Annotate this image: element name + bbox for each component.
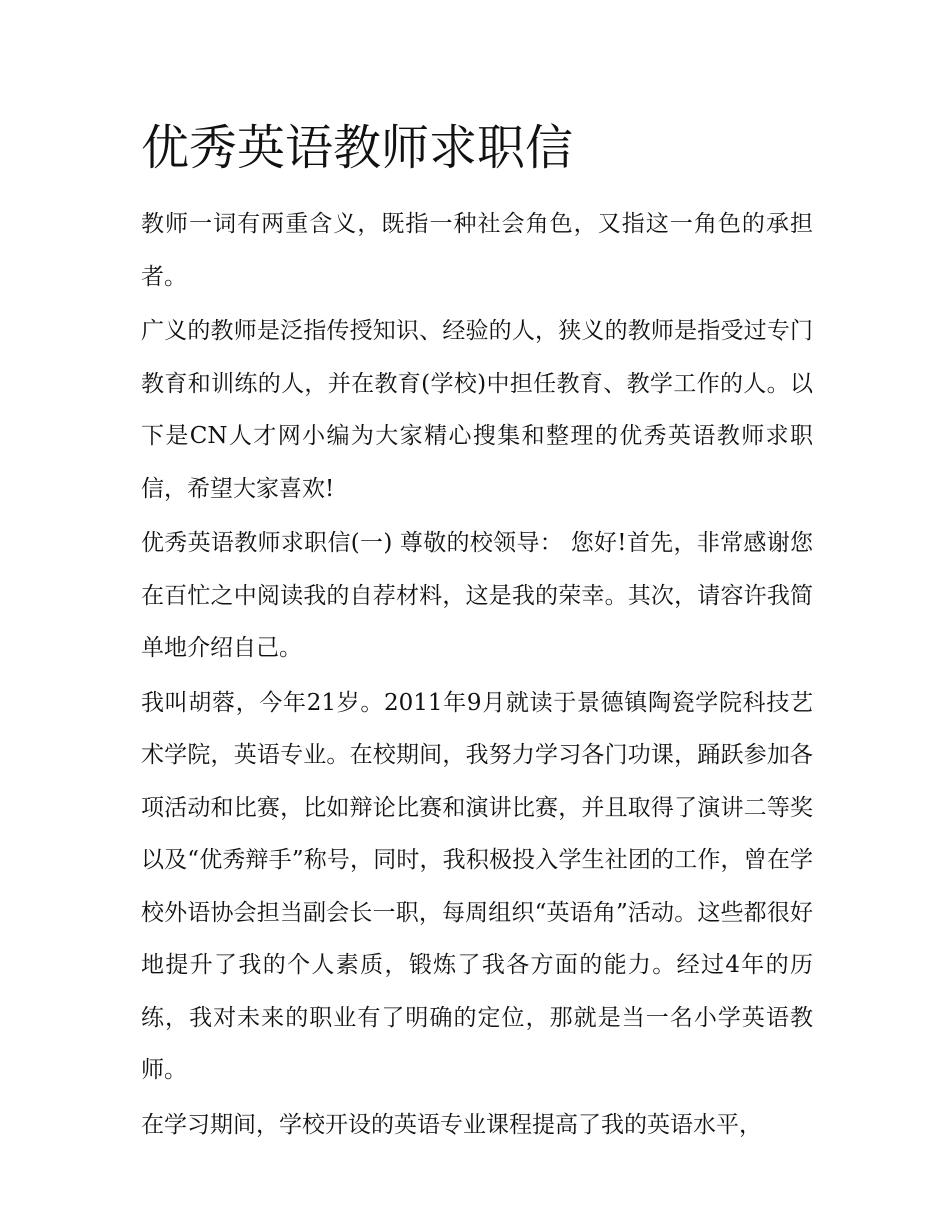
document-title: 优秀英语教师求职信 <box>141 120 574 176</box>
definition-paragraph: 广义的教师是泛指传授知识、经验的人，狭义的教师是指受过专门教育和训练的人，并在教育(学校)中担任教育、教学工作的人。以下是CN人才网小编为大家精心搜集和整理的优秀英语教师求职信，希望大家喜欢! <box>141 318 813 502</box>
document-content <box>141 112 813 1153</box>
study-period-paragraph: 在学习期间，学校开设的英语专业课程提高了我的英语水平， <box>141 1111 762 1138</box>
letter-greeting-paragraph: 优秀英语教师求职信(一) 尊敬的校领导： 您好!首先，非常感谢您在百忙之中阅读我的自荐材料，这是我的荣幸。其次，请容许我简单地介绍自己。 <box>141 530 813 661</box>
self-introduction-paragraph: 我叫胡蓉，今年21岁。2011年9月就读于景德镇陶瓷学院科技艺术学院，英语专业。在校期间，我努力学习各门功课，踊跃参加各项活动和比赛，比如辩论比赛和演讲比赛，并且取得了演讲二等奖以及“优秀辩手”称号，同时，我积极投入学生社团的工作，曾在学校外语协会担当副会长一职，每周组织“英语角”活动。这些都很好地提升了我的个人素质，锻炼了我各方面的能力。经过4年的历练，我对未来的职业有了明确的定位，那就是当一名小学英语教师。 <box>141 689 813 1083</box>
intro-paragraph: 教师一词有两重含义，既指一种社会角色，又指这一角色的承担者。 <box>141 211 813 290</box>
